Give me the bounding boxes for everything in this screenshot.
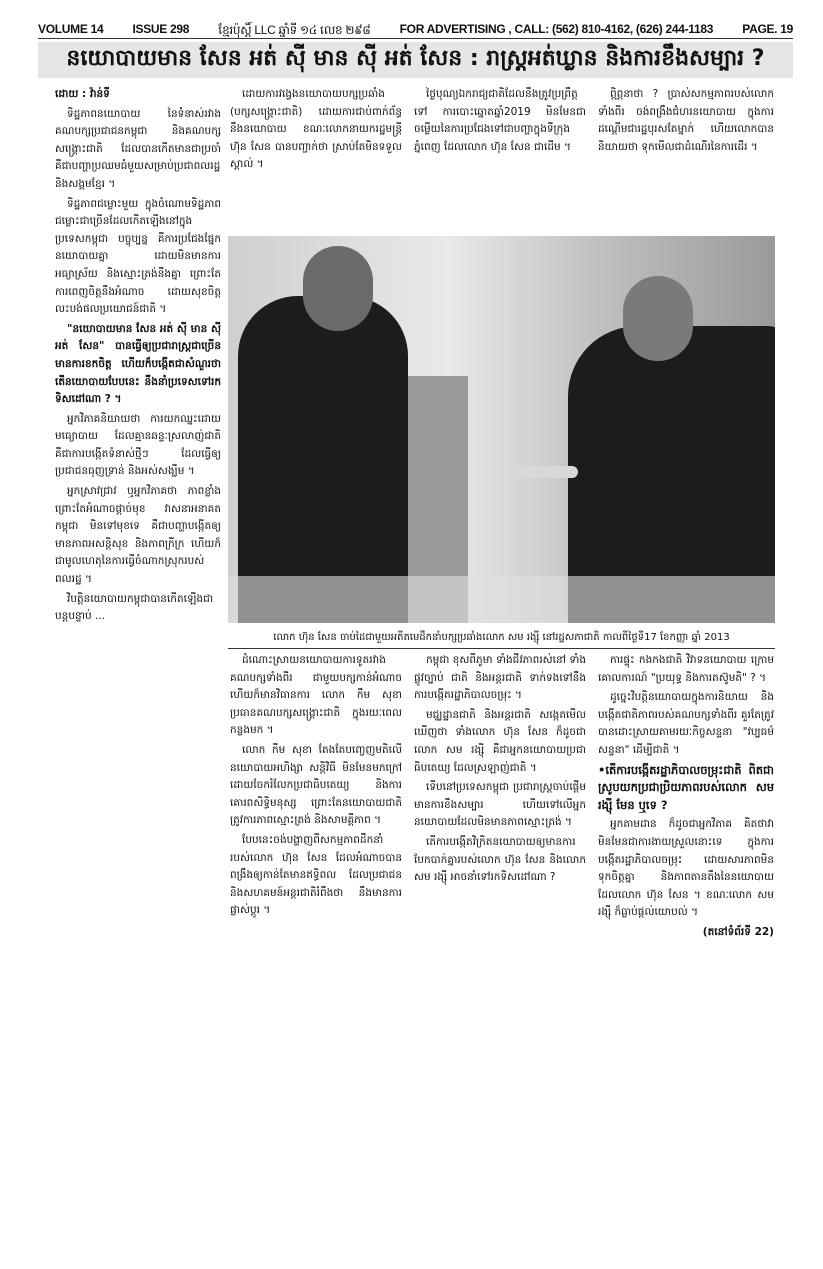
- paragraph: ការផ្ទុះ កងកងជាតិ វិវាទនយោបាយ ក្រោមគោលការណ៍ "ប្រយុទ្ធ និងការតស៊ូមតិ" ? ។: [598, 654, 774, 684]
- paragraph: ទើបនៅប្រទេសកម្ពុជា ប្រជារាស្ត្រចាប់ផ្ដើមមានការខឹងសម្បារ ហើយទៅលើអ្នកនយោបាយដែលមិនមានភាពស្មោះត្រង់ ។: [414, 781, 586, 829]
- column-top-2: [414, 86, 586, 232]
- paragraph: ដំណោះស្រាយនយោបាយការទូតរវាងគណបក្សទាំងពីរ ជាមួយបក្សកាន់អំណាច ហើយក៏មានវិធានការ លោក កឹម សុខា ប្រធានគណបក្សសង្គ្រោះជាតិ ក្នុងរយៈពេលកន្លងមក ។: [230, 654, 402, 737]
- paragraph: អ្នកស្រាវជ្រាវ ឬអ្នកវិភាគថា ភាពខ្លាំងព្រោះតែអំណាចផ្ដាច់មុខ វាសនាអនាគតកម្ពុជា មិនទៅមុខទេ គឺជាបញ្ហាបង្កើតឲ្យមានភាពអសន្តិសុខ និងភាពក្រីក្រ ហើយក៏ជាមូលហេតុនៃការធ្វើចំណាកស្រុករបស់ពលរដ្ឋ ។: [55, 485, 221, 586]
- paragraph: ទិដ្ឋភាពជម្លោះមួយ ក្នុងចំណោមទិដ្ឋភាពជម្លោះជាច្រើនដែលកើតឡើងនៅក្នុងប្រទេសកម្ពុជា បច្ចុប្បន្ន គឺការប្រជែងផ្នែកនយោបាយគ្នា ដោយមិនមានការអធ្យាស្រ័យ និងស្មោះត្រង់នឹងគ្នា ព្រោះតែការពេញចិត្តនឹងអំណាច ដោយសុខចិត្តលះបង់ផលប្រយោជន៍ជាតិ ។: [55, 197, 221, 316]
- column-bottom-1: [230, 652, 402, 1236]
- issue: ISSUE 298: [132, 22, 190, 36]
- masthead-bar: [38, 22, 793, 39]
- page-number: PAGE. 19: [742, 22, 793, 36]
- paragraph: ថ្ងៃបុណ្យឯករាជ្យជាតិដែលនឹងត្រូវប្រព្រឹត្តទៅ ការបោះឆ្នោតឆ្នាំ2019 មិនមែនជាចម្លើយនៃការប្រជែងទៅជាបញ្ហាក្នុងទីក្រុងភ្នំពេញ ដែលលោក ហ៊ុន សែន ជាដើម ។: [414, 88, 586, 153]
- subheading: •តើការបង្កើតរដ្ឋាភិបាលចម្រុះជាតិ ពិតជាស្រូបយកប្រជាប្រិយភាពរបស់លោក សម រង្ស៊ី មែន ឬទេ ?: [598, 762, 774, 812]
- paragraph: ដោយការវង្វេងនយោបាយបក្សប្រឆាំង (បក្សសង្គ្រោះជាតិ) ដោយការជាប់ពាក់ព័ន្ធនឹងនយោបាយ ខណៈលោកនាយករដ្ឋមន្ត្រីហ៊ុន សែន បានបញ្ជាក់ថា ស្រាប់តែមិនទទួលស្គាល់ ។: [230, 88, 402, 171]
- paragraph: អ្នកតាមដាន ក៏ដូចជាអ្នកវិភាគ គិតថាវាមិនមែនជាការងាយស្រួលនោះទេ ក្នុងការបង្កើតរដ្ឋាភិបាលចម្រុះ ដោយសារភាពមិនទុកចិត្តគ្នា និងភាពតានតឹងនៃនយោបាយ ដែលលោក ហ៊ុន សែន ។ ខណៈលោក សម រង្ស៊ី ក៏ធ្លាប់ផ្ដល់យោបល់ ។: [598, 818, 774, 919]
- advertising-contact: FOR ADVERTISING , CALL: (562) 810-4162, (626) 244-1183: [399, 22, 714, 36]
- paragraph: តើការបង្កើតវិក្រិតនយោបាយឲ្យមានការបែកបាក់គ្នារបស់លោក ហ៊ុន សែន និងលោក សម រង្ស៊ី អាចនាំទៅរកទិសដៅណា ?: [414, 835, 586, 884]
- byline: ដោយ : វ៉ាន់ទី: [55, 88, 110, 100]
- paragraph: អ្នកវិភាគនិយាយថា ការយកឈ្នះដោយមធ្យោបាយ ដែលគ្មានឆន្ទៈស្រលាញ់ជាតិ គឺជាការបង្កើតទំនាស់ថ្មីៗ ដែលធ្វើឲ្យប្រជាជនធុញទ្រាន់ និងអស់សង្ឃឹម ។: [55, 412, 221, 478]
- column-bottom-3: [598, 652, 774, 1236]
- paragraph: ទិដ្ឋភាពនយោបាយ នៃទំនាស់រវាង គណបក្សប្រជាជនកម្ពុជា និងគណបក្សសង្គ្រោះជាតិ ដែលបានកើតមានជាប្រចាំ គឺជាបញ្ហាប្រឈមធំមួយសម្រាប់ប្រជាពលរដ្ឋ និងសង្គមខ្មែរ ។: [55, 107, 221, 190]
- paragraph: មជ្ឈដ្ឋានជាតិ និងអន្តរជាតិ សង្កេតមើលឃើញថា ទាំងលោក ហ៊ុន សែន ក៏ដូចជាលោក សម រង្ស៊ី គឺជាអ្នកនយោបាយប្រជាធិបតេយ្យ ដែលស្រឡាញ់ជាតិ ។: [414, 708, 586, 774]
- paragraph: បែបនេះចង់បង្ហាញពីសកម្មភាពដឹកនាំរបស់លោក ហ៊ុន សែន ដែលអំណាចបានពង្រឹងឲ្យកាន់តែមានឥទ្ធិពល ដែលប្រជាជននិងសហគមន៍អន្តរជាតិរំពឹងថា នឹងមានការផ្លាស់ប្ដូរ ។: [230, 833, 402, 917]
- photo-caption: លោក ហ៊ុន សែន ចាប់ដៃជាមួយអតីតមេដឹកនាំបក្សប្រឆាំងលោក សម រង្ស៊ី នៅរដ្ឋសភាជាតិ កាលពីថ្ងៃទី17 ខែកញ្ញា ឆ្នាំ 2013: [228, 628, 775, 649]
- headline: នយោបាយមាន សែន អត់ ស៊ី មាន ស៊ី អត់ សែន : រាស្ត្រអត់ឃ្លាន និងការខឹងសម្បារ ?: [38, 42, 793, 78]
- paragraph: វិបត្តិនយោបាយកម្ពុជាបានកើតឡើងជាបន្តបន្ទាប់ ...: [55, 592, 214, 623]
- volume: VOLUME 14: [38, 22, 104, 36]
- paragraph: ពិព្ណនាថា ? ប្រាស់សកម្មភាពរបស់លោកទាំងពីរ ចង់ពង្រឹងជំហរនយោបាយ ក្នុងការដណ្ដើមជារដ្ឋបុរសតែម្នាក់ ហើយលោកបាននិយាយថា ទុកមើលជាដំណើរនៃការដើរ ។: [598, 88, 774, 153]
- column-top-1: [230, 86, 402, 232]
- paragraph: "នយោបាយមាន សែន អត់ ស៊ី មាន ស៊ី អត់ សែន" បានធ្វើឲ្យប្រជារាស្ត្រជាច្រើនមានការខកចិត្ត ហើយក៏បង្កើតជាសំណួរថា តើនយោបាយបែបនេះ នឹងនាំប្រទេសទៅរកទិសដៅណា ? ។: [55, 322, 221, 406]
- column-left: [55, 86, 221, 1236]
- column-bottom-2: [414, 652, 586, 1236]
- paragraph: កម្ពុជា ខុសពីភូមា ទាំងជីវភាពរស់នៅ ទាំងផ្លូវច្បាប់ ជាតិ និងអន្តរជាតិ ទាក់ទងទៅនឹងការបង្កើតរដ្ឋាភិបាលចម្រុះ ។: [414, 654, 586, 702]
- paragraph: ដូច្នេះវិបត្តិនយោបាយក្នុងការនិយាយ និងបង្កើតជាតិភាពរបស់គណបក្សទាំងពីរ គួរតែត្រូវបានដោះស្រាយតាមរយៈកិច្ចសន្ទនា "វប្បធម៌សន្ទនា" ដើម្បីជាតិ ។: [598, 691, 774, 756]
- continued-notice: (តនៅទំព័រទី 22): [702, 925, 774, 938]
- handshake-photo: [228, 236, 775, 623]
- column-top-3: [598, 86, 774, 232]
- khmer-issue: ខ្មែរប៉ុស្ដិ៍ LLC ឆ្នាំទី ១៤ លេខ ២៩៨: [218, 23, 371, 37]
- paragraph: លោក កឹម សុខា តែងតែបញ្ចេញមតិលើនយោបាយអហិង្សា សន្តិវិធី មិនមែនមកក្រៅ ដោយចែករំលែកប្រជាធិបតេយ្យ និងការគោរពសិទ្ធិមនុស្ស ព្រោះតែនយោបាយជាតិ ត្រូវការភាពស្មោះត្រង់ និងសាមគ្គីភាព ។: [230, 743, 402, 827]
